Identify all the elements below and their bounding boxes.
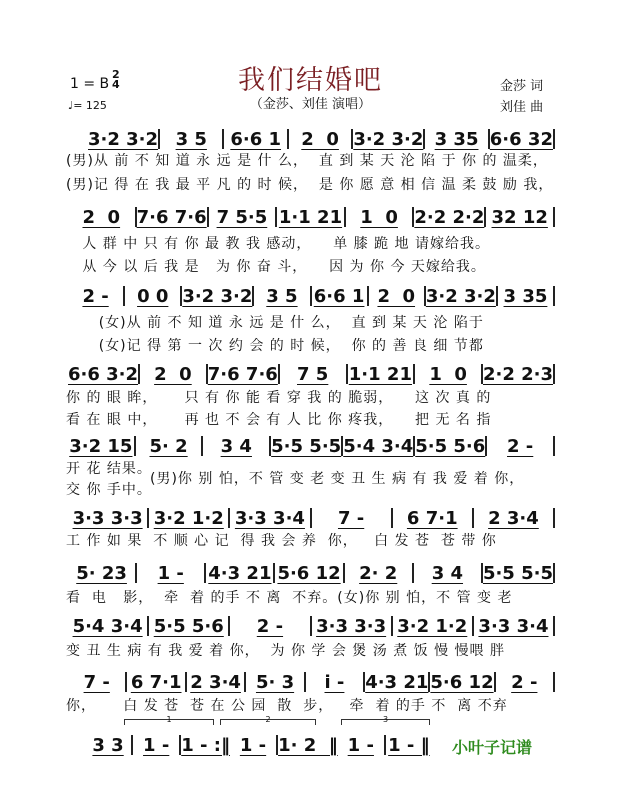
measure: 2 - bbox=[82, 285, 109, 307]
score-row bbox=[68, 363, 555, 385]
lyric-line: (女)从 前 不 知 道 永 远 是 什 么， 直 到 某 天 沦 陷于 bbox=[66, 315, 484, 331]
lyric-line: (男)记 得 在 我 最 平 凡 的 时 候， 是 你 愿 意 相 信 温 柔 鼓 励 我， bbox=[66, 177, 554, 193]
measure: 3·2 3·2 bbox=[353, 128, 424, 150]
measure: 1 0 bbox=[429, 363, 467, 385]
measure: 5·6 12 bbox=[277, 562, 341, 584]
measure: 7·6 7·6 bbox=[136, 206, 207, 228]
measure: 2·2 2·3 bbox=[482, 363, 554, 385]
measure: 3 35 bbox=[434, 128, 479, 150]
measure: 5·5 5·6 bbox=[415, 435, 486, 457]
measure: 3·3 3·4 bbox=[478, 615, 549, 637]
measure: 2 0 bbox=[82, 206, 121, 228]
measure: 6 7·1 bbox=[130, 671, 182, 693]
measure: 1 - ‖ bbox=[388, 734, 430, 756]
measure: 3·3 3·3 bbox=[72, 507, 143, 529]
measure: 2 - bbox=[256, 615, 284, 637]
bar-line bbox=[553, 616, 555, 636]
score-row bbox=[68, 206, 555, 228]
measure: 3 5 bbox=[266, 285, 298, 307]
measure: 2 0 bbox=[301, 128, 339, 150]
measure: 6·6 1 bbox=[313, 285, 365, 307]
measure: 1·1 21 bbox=[278, 206, 343, 228]
measure: 2 3·4 bbox=[190, 671, 241, 693]
volta-2: 2 bbox=[220, 719, 316, 725]
measure: 0 0 bbox=[137, 285, 169, 307]
measure: 7 - bbox=[83, 671, 110, 693]
measure: 7·6 7·6 bbox=[207, 363, 278, 385]
bar-line bbox=[553, 129, 555, 149]
measure: 7 5·5 bbox=[216, 206, 268, 228]
bar-line bbox=[553, 207, 555, 227]
measure: 7 5 bbox=[297, 363, 329, 385]
lyric-line: 变 丑 生 病 有 我 爱 着 你， 为 你 学 会 煲 汤 煮 饭 慢 慢喂 胖 bbox=[66, 643, 506, 659]
measure: 6 7·1 bbox=[406, 507, 458, 529]
lyric-line: 人 群 中 只 有 你 最 教 我 感动， 单 膝 跪 地 请嫁给我。 bbox=[66, 236, 491, 252]
measure: 6·6 32 bbox=[489, 128, 553, 150]
measure: 3·3 3·3 bbox=[316, 615, 387, 637]
lyric-line: (男)从 前 不 知 道 永 远 是 什 么， 直 到 某 天 沦 陷 于 你 的 温柔， bbox=[66, 153, 548, 169]
measure: 2 0 bbox=[154, 363, 192, 385]
measure: 4·3 21 bbox=[365, 671, 429, 693]
measure: i - bbox=[324, 671, 345, 693]
measure: 1· 2 ‖ bbox=[278, 734, 338, 756]
score-row bbox=[68, 507, 555, 529]
lyric-line: 交 你 手中。 bbox=[66, 482, 152, 498]
score-row bbox=[68, 435, 555, 457]
measure: 3·3 3·4 bbox=[234, 507, 305, 529]
bar-line bbox=[553, 563, 555, 583]
bar-line bbox=[553, 508, 555, 528]
score-row bbox=[88, 128, 555, 150]
measure: 5·4 3·4 bbox=[72, 615, 143, 637]
measure: 3·2 1·2 bbox=[153, 507, 224, 529]
measure: 5· 23 bbox=[76, 562, 127, 584]
lyric-line: 从 今 以 后 我 是 为 你 奋 斗， 因 为 你 今 天嫁给我。 bbox=[66, 259, 486, 275]
measure: 3·2 3·2 bbox=[88, 128, 159, 150]
watermark-logo: 小叶子记谱 bbox=[452, 738, 533, 757]
lyric-line: 你， 白 发 苍 苍 在 公 园 散 步， 牵 着 的手 不 离 不弃 bbox=[66, 698, 508, 714]
measure: 5·5 5·5 bbox=[482, 562, 553, 584]
lyricist: 金莎 词 bbox=[500, 79, 544, 94]
volta-3: 3 bbox=[341, 719, 430, 725]
singers: （金莎、刘佳 演唱） bbox=[249, 97, 372, 112]
measure: 2·2 2·2 bbox=[414, 206, 485, 228]
measure: 1 - bbox=[157, 562, 184, 584]
measure: 32 12 bbox=[491, 206, 548, 228]
measure: 3 35 bbox=[503, 285, 548, 307]
measure: 2 - bbox=[511, 671, 538, 693]
time-signature bbox=[112, 70, 120, 90]
volta-1: 1 bbox=[124, 719, 214, 725]
bar-line bbox=[553, 286, 555, 306]
lyric-line: 看 在 眼 中， 再 也 不 会 有 人 比 你 疼我， 把 无 名 指 bbox=[66, 412, 492, 428]
measure: 1 - bbox=[347, 734, 374, 756]
measure: 4·3 21 bbox=[208, 562, 272, 584]
score-row bbox=[68, 285, 555, 307]
measure: 3·2 1·2 bbox=[397, 615, 468, 637]
measure: 3 4 bbox=[220, 435, 252, 457]
measure: 5·5 5·6 bbox=[153, 615, 224, 637]
key-signature: 1 = B bbox=[70, 76, 110, 92]
measure: 5·4 3·4 bbox=[343, 435, 414, 457]
measure: 1 0 bbox=[360, 206, 398, 228]
bar-line bbox=[553, 672, 555, 692]
measure: 5·5 5·5 bbox=[271, 435, 342, 457]
lyric-line: (女)记 得 第 一 次 约 会 的 时 候， 你 的 善 良 细 节都 bbox=[66, 338, 484, 354]
measure: 2 - bbox=[507, 435, 534, 457]
measure: 2· 2 bbox=[359, 562, 398, 584]
measure: 3·2 3·2 bbox=[182, 285, 253, 307]
measure: 3 5 bbox=[175, 128, 207, 150]
bar-line bbox=[553, 364, 555, 384]
tempo: ♩= 125 bbox=[68, 99, 107, 112]
measure: 6·6 1 bbox=[230, 128, 282, 150]
song-title: 我们结婚吧 bbox=[238, 65, 383, 96]
lyric-shared: (男)你 别 怕，不 管 变 老 变 丑 生 病 有 我 爱 着 你， bbox=[150, 471, 525, 487]
lyric-line: 开 花 结果。 bbox=[66, 461, 152, 477]
time-top: 2 bbox=[112, 68, 120, 81]
score-row bbox=[85, 734, 432, 756]
composer: 刘佳 曲 bbox=[500, 100, 544, 115]
lyric-line: 工 作 如 果 不 顺 心 记 得 我 会 养 你， 白 发 苍 苍 带 你 bbox=[66, 533, 497, 549]
score-row bbox=[68, 562, 555, 584]
measure: 1 - bbox=[239, 734, 267, 756]
measure: 1 - bbox=[143, 734, 170, 756]
measure: 2 0 bbox=[377, 285, 416, 307]
measure: 5· 3 bbox=[255, 671, 295, 693]
measure: 1 - :‖ bbox=[181, 734, 230, 756]
bar-line bbox=[553, 436, 555, 456]
lyric-line: 看 电 影， 牵 着 的手 不 离 不弃。(女)你 别 怕，不 管 变 老 bbox=[66, 590, 513, 606]
measure: 2 3·4 bbox=[488, 507, 539, 529]
measure: 7 - bbox=[337, 507, 365, 529]
measure: 3 3 bbox=[92, 734, 124, 756]
measure: 3·2 3·2 bbox=[425, 285, 496, 307]
measure: 3·2 15 bbox=[69, 435, 133, 457]
measure: 5· 2 bbox=[149, 435, 188, 457]
measure: 3 4 bbox=[431, 562, 464, 584]
lyric-line: 你 的 眼 眸， 只 有 你 能 看 穿 我 的 脆弱， 这 次 真 的 bbox=[66, 390, 492, 406]
score-row bbox=[68, 671, 555, 693]
measure: 6·6 3·2 bbox=[68, 363, 139, 385]
time-bottom: 4 bbox=[112, 78, 120, 91]
score-row bbox=[68, 615, 555, 637]
measure: 1·1 21 bbox=[348, 363, 412, 385]
measure: 5·6 12 bbox=[430, 671, 494, 693]
